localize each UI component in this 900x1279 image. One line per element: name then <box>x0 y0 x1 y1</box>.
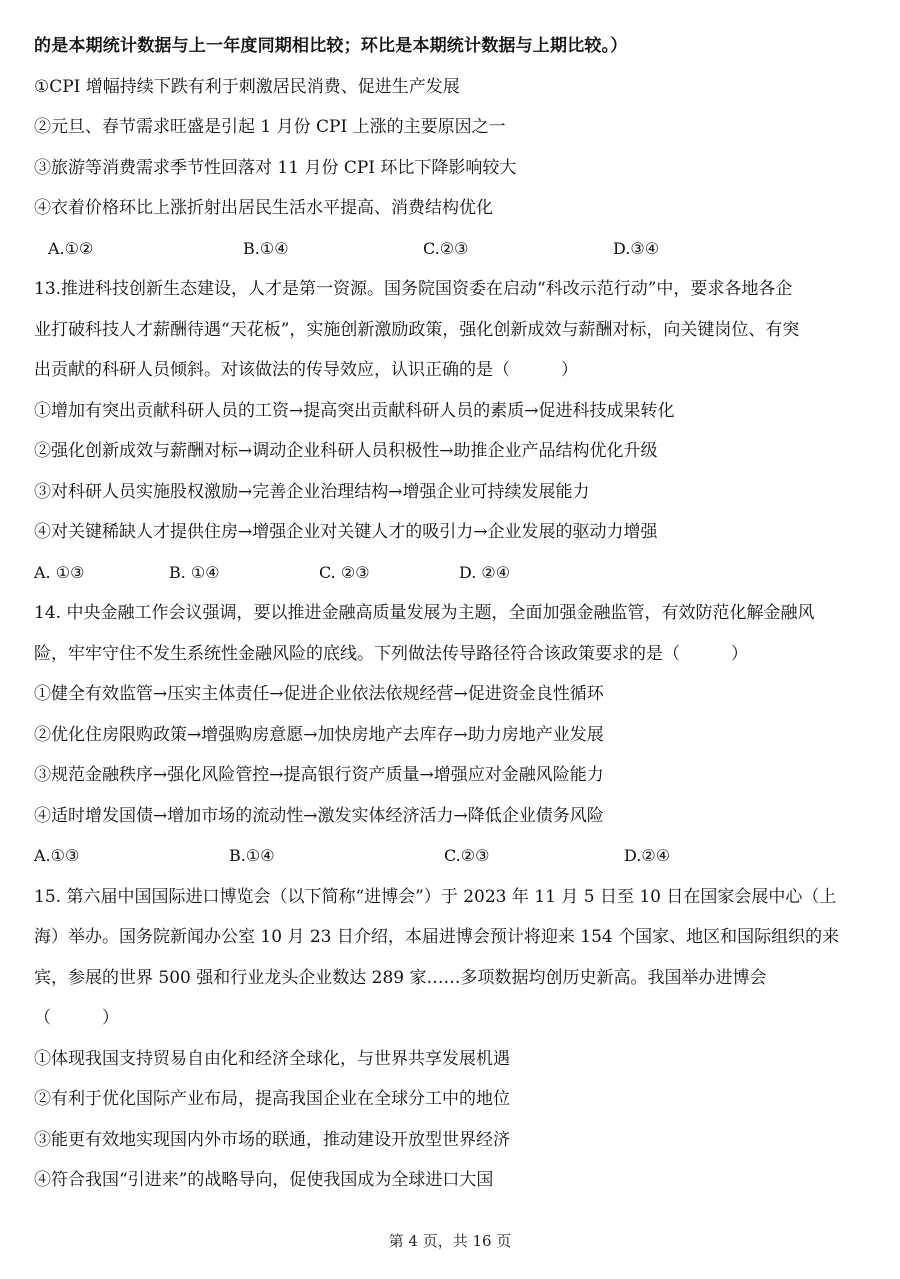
q13-item-1: ①增加有突出贡献科研人员的工资→提高突出贡献科研人员的素质→促进科技成果转化 <box>34 400 675 421</box>
q13-stem-line-2: 业打破科技人才薪酬待遇“天花板”，实施创新激励政策，强化创新成效与薪酬对标，向关键岗位、有突 <box>34 319 800 340</box>
q14-item-4: ④适时增发国债→增加市场的流动性→激发实体经济活力→降低企业债务风险 <box>34 805 604 826</box>
q13-options <box>34 553 870 594</box>
q15-stem-line-2: 海）举办。国务院新闻办公室 10 月 23 日介绍，本届进博会预计将迎来 154 个国家、地区和国际组织的来 <box>34 927 840 947</box>
q15-item-1: ①体现我国支持贸易自由化和经济全球化，与世界共享发展机遇 <box>34 1048 510 1069</box>
q14-option-a: A.①③ <box>34 846 80 865</box>
q12-option-d: D.③④ <box>613 238 660 258</box>
q13-option-b: B. ①④ <box>169 562 220 582</box>
q12-option-c: C.②③ <box>423 238 469 258</box>
q13-item-2: ②强化创新成效与薪酬对标→调动企业科研人员积极性→助推企业产品结构优化升级 <box>34 441 658 461</box>
q15-item-4: ④符合我国“引进来”的战略导向，促使我国成为全球进口大国 <box>34 1170 494 1190</box>
q14-item-1: ①健全有效监管→压实主体责任→促进企业依法依规经营→促进资金良性循环 <box>34 684 604 704</box>
q15-item-3: ③能更有效地实现国内外市场的联通，推动建设开放型世界经济 <box>34 1129 510 1150</box>
q15-answer-blank: （ ） <box>34 1008 119 1028</box>
q14-stem-line-1: 14. 中央金融工作会议强调，要以推进金融高质量发展为主题，全面加强金融监管，有效防范化解金融风 <box>34 603 815 623</box>
q12-options <box>34 229 870 270</box>
q13-stem-line-3: 出贡献的科研人员倾斜。对该做法的传导效应，认识正确的是（ ） <box>34 360 578 380</box>
q12-item-3: ③旅游等消费需求季节性回落对 11 月份 CPI 环比下降影响较大 <box>34 157 517 178</box>
q14-item-2: ②优化住房限购政策→增强购房意愿→加快房地产去库存→助力房地产业发展 <box>34 724 604 745</box>
q15-stem-line-1: 15. 第六届中国国际进口博览会（以下简称“进博会”）于 2023 年 11 月 5 日至 10 日在国家会展中心（上 <box>34 886 837 907</box>
q13-option-a: A. ①③ <box>34 562 85 582</box>
q14-options <box>34 836 870 877</box>
page-footer: 第 4 页，共 16 页 <box>388 1232 512 1250</box>
q13-option-c: C. ②③ <box>319 562 370 582</box>
q12-option-b: B.①④ <box>243 238 289 258</box>
q12-item-2: ②元旦、春节需求旺盛是引起 1 月份 CPI 上涨的主要原因之一 <box>34 117 506 137</box>
q13-item-4: ④对关键稀缺人才提供住房→增强企业对关键人才的吸引力→企业发展的驱动力增强 <box>34 522 658 542</box>
q13-item-3: ③对科研人员实施股权激励→完善企业治理结构→增强企业可持续发展能力 <box>34 481 590 502</box>
q14-option-b: B.①④ <box>229 846 275 865</box>
q15-item-2: ②有利于优化国际产业布局，提高我国企业在全球分工中的地位 <box>34 1089 510 1109</box>
q13-option-d: D. ②④ <box>459 562 511 582</box>
q12-option-a: A.①② <box>48 238 94 258</box>
exam-page <box>34 26 870 1201</box>
q15-stem-line-3: 宾，参展的世界 500 强和行业龙头企业数达 289 家……多项数据均创历史新高。我国举办进博会 <box>34 967 767 988</box>
q13-stem-line-1: 13.推进科技创新生态建设，人才是第一资源。国务院国资委在启动“科改示范行动”中，要求各地各企 <box>34 279 793 299</box>
q14-stem-line-2: 险，牢牢守住不发生系统性金融风险的底线。下列做法传导路径符合该政策要求的是（ ） <box>34 643 748 664</box>
q14-option-c: C.②③ <box>444 846 490 865</box>
q14-option-d: D.②④ <box>624 846 671 865</box>
q12-item-4: ④衣着价格环比上涨折射出居民生活水平提高、消费结构优化 <box>34 198 493 218</box>
q12-item-1: ①CPI 增幅持续下跌有利于刺激居民消费、促进生产发展 <box>34 76 460 97</box>
q14-item-3: ③规范金融秩序→强化风险管控→提高银行资产质量→增强应对金融风险能力 <box>34 765 604 785</box>
intro-line: 的是本期统计数据与上一年度同期相比较；环比是本期统计数据与上期比较。） <box>34 36 628 56</box>
